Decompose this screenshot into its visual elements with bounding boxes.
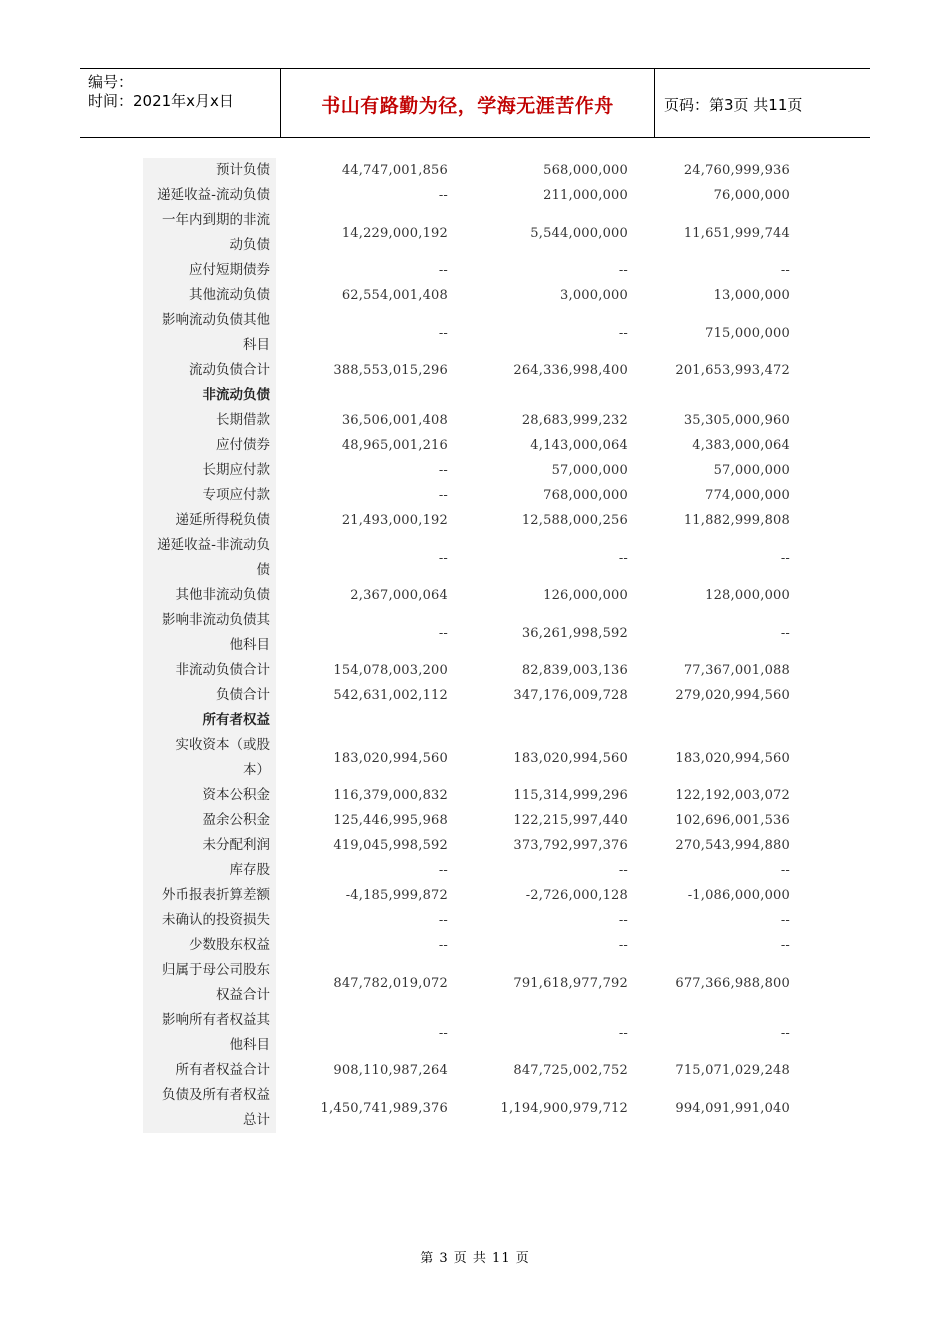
table-row [143, 258, 803, 283]
row-label-line: 未分配利润 [202, 837, 270, 853]
value-cell [448, 708, 628, 733]
row-label [143, 808, 276, 833]
section-heading [143, 383, 276, 408]
value-cell: -- [780, 863, 790, 878]
value-cell: 62,554,001,408 [341, 288, 448, 303]
row-label-line: 债 [256, 562, 270, 578]
row-label [143, 958, 276, 1008]
value-cell: 2,367,000,064 [350, 588, 448, 603]
table-row [143, 683, 803, 708]
value-cell: 21,493,000,192 [341, 513, 448, 528]
table-row [143, 183, 803, 208]
value-cell: -- [438, 325, 448, 341]
row-label [143, 908, 276, 933]
row-label [143, 508, 276, 533]
table-row [143, 458, 803, 483]
row-label-line: 长期借款 [216, 412, 270, 428]
value-cell: -- [618, 863, 628, 878]
row-label [143, 458, 276, 483]
value-cell [276, 383, 448, 408]
value-cell: 36,506,001,408 [341, 413, 448, 428]
row-label-line: 递延收益-非流动负 [157, 537, 270, 553]
row-label-line: 他科目 [229, 637, 270, 653]
table-row [143, 158, 803, 183]
value-cell: 715,000,000 [705, 325, 790, 341]
row-label [143, 483, 276, 508]
header-motto: 书山有路勤为径，学海无涯苦作舟 [321, 95, 614, 117]
row-label-line: 少数股东权益 [189, 937, 270, 953]
row-label-line: 影响非流动负债其 [162, 612, 270, 628]
header-page-info: 页码：第3页 共11页 [664, 96, 803, 114]
header-divider [654, 69, 655, 137]
row-label [143, 408, 276, 433]
value-cell: 125,446,995,968 [333, 813, 448, 828]
value-cell: -- [618, 913, 628, 928]
row-label-line: 应付债券 [216, 437, 270, 453]
value-cell: 183,020,994,560 [513, 750, 628, 766]
row-label [143, 283, 276, 308]
value-cell: 211,000,000 [543, 188, 628, 203]
row-label-line: 非流动负债合计 [175, 662, 270, 678]
value-cell: -- [438, 550, 448, 566]
value-cell: -- [438, 938, 448, 953]
row-label [143, 1058, 276, 1083]
value-cell: 768,000,000 [543, 488, 628, 503]
row-label-line: 影响流动负债其他 [162, 312, 270, 328]
value-cell [628, 708, 790, 733]
table-row [143, 308, 803, 358]
row-label-line: 递延收益-流动负债 [157, 187, 270, 203]
row-label-line: 他科目 [229, 1037, 270, 1053]
value-cell: 715,071,029,248 [675, 1063, 790, 1078]
table-row [143, 908, 803, 933]
value-cell: 24,760,999,936 [683, 163, 790, 178]
value-cell: -- [780, 625, 790, 641]
row-label-line: 递延所得税负债 [175, 512, 270, 528]
value-cell: 388,553,015,296 [333, 363, 448, 378]
row-label-line: 动负债 [229, 237, 270, 253]
row-label-line: 影响所有者权益其 [162, 1012, 270, 1028]
row-label-line: 科目 [243, 337, 270, 353]
value-cell: -- [780, 550, 790, 566]
row-label [143, 433, 276, 458]
row-label [143, 683, 276, 708]
table-row [143, 533, 803, 583]
table-row [143, 808, 803, 833]
value-cell: 12,588,000,256 [521, 513, 628, 528]
value-cell: -- [618, 938, 628, 953]
table-row [143, 658, 803, 683]
row-label [143, 833, 276, 858]
value-cell: 11,882,999,808 [683, 513, 790, 528]
row-label-line: 预计负债 [216, 162, 270, 178]
value-cell: 122,192,003,072 [675, 788, 790, 803]
value-cell: 201,653,993,472 [675, 363, 790, 378]
row-label [143, 608, 276, 658]
value-cell: -- [438, 863, 448, 878]
value-cell: 115,314,999,296 [513, 788, 628, 803]
value-cell: 791,618,977,792 [513, 975, 628, 991]
row-label [143, 158, 276, 183]
table-row [143, 508, 803, 533]
value-cell: -- [618, 263, 628, 278]
row-label-line: 负债合计 [216, 687, 270, 703]
value-cell: 14,229,000,192 [341, 225, 448, 241]
value-cell: 183,020,994,560 [333, 750, 448, 766]
value-cell [448, 383, 628, 408]
row-label-line: 所有者权益 [202, 712, 270, 728]
value-cell: -2,726,000,128 [525, 888, 628, 903]
table-row [143, 858, 803, 883]
row-label-line: 流动负债合计 [189, 362, 270, 378]
row-label-line: 本） [243, 762, 270, 778]
row-label-line: 一年内到期的非流 [162, 212, 270, 228]
value-cell: 154,078,003,200 [333, 663, 448, 678]
table-row [143, 408, 803, 433]
value-cell: 279,020,994,560 [675, 688, 790, 703]
value-cell: -- [438, 913, 448, 928]
value-cell: 542,631,002,112 [333, 688, 448, 703]
value-cell: 994,091,991,040 [675, 1100, 790, 1116]
row-label-line: 外币报表折算差额 [162, 887, 270, 903]
row-label-line: 库存股 [229, 862, 270, 878]
table-row [143, 283, 803, 308]
value-cell: -- [438, 188, 448, 203]
row-label-line: 实收资本（或股 [175, 737, 270, 753]
value-cell: -- [780, 913, 790, 928]
value-cell: 4,143,000,064 [530, 438, 628, 453]
row-label [143, 258, 276, 283]
value-cell: 122,215,997,440 [513, 813, 628, 828]
value-cell: 28,683,999,232 [521, 413, 628, 428]
row-label-line: 其他流动负债 [189, 287, 270, 303]
value-cell: -- [618, 325, 628, 341]
document-date: 时间：2021年x月x日 [88, 92, 234, 110]
row-label-line: 应付短期债券 [189, 262, 270, 278]
value-cell: 419,045,998,592 [333, 838, 448, 853]
value-cell: -- [780, 1025, 790, 1041]
section-heading [143, 708, 276, 733]
value-cell: -1,086,000,000 [687, 888, 790, 903]
row-label-line: 长期应付款 [202, 462, 270, 478]
row-label [143, 1083, 276, 1133]
value-cell: 4,383,000,064 [692, 438, 790, 453]
table-row [143, 433, 803, 458]
balance-sheet-table [143, 158, 803, 1133]
value-cell: 774,000,000 [705, 488, 790, 503]
row-label-line: 其他非流动负债 [175, 587, 270, 603]
value-cell: -- [438, 1025, 448, 1041]
table-row [143, 958, 803, 1008]
row-label-line: 专项应付款 [202, 487, 270, 503]
row-label [143, 783, 276, 808]
value-cell: 347,176,009,728 [513, 688, 628, 703]
value-cell: 183,020,994,560 [675, 750, 790, 766]
row-label [143, 858, 276, 883]
value-cell: -- [618, 1025, 628, 1041]
value-cell: 847,725,002,752 [513, 1063, 628, 1078]
value-cell: -- [438, 625, 448, 641]
value-cell: -- [780, 938, 790, 953]
value-cell: 48,965,001,216 [341, 438, 448, 453]
value-cell: 373,792,997,376 [513, 838, 628, 853]
table-row [143, 608, 803, 658]
row-label-line: 负债及所有者权益 [162, 1087, 270, 1103]
value-cell: -- [438, 263, 448, 278]
table-row [143, 1008, 803, 1058]
value-cell: -- [438, 488, 448, 503]
value-cell: 36,261,998,592 [521, 625, 628, 641]
row-label [143, 1008, 276, 1058]
value-cell: 11,651,999,744 [683, 225, 790, 241]
value-cell: 116,379,000,832 [333, 788, 448, 803]
value-cell [628, 383, 790, 408]
value-cell: 264,336,998,400 [513, 363, 628, 378]
row-label [143, 933, 276, 958]
table-row [143, 733, 803, 783]
row-label [143, 533, 276, 583]
value-cell: 1,194,900,979,712 [500, 1100, 628, 1116]
row-label [143, 733, 276, 783]
value-cell: -4,185,999,872 [345, 888, 448, 903]
value-cell: 908,110,987,264 [333, 1063, 448, 1078]
value-cell: 76,000,000 [713, 188, 790, 203]
row-label-line: 总计 [243, 1112, 270, 1128]
row-label [143, 183, 276, 208]
value-cell: -- [438, 463, 448, 478]
value-cell: -- [618, 550, 628, 566]
value-cell: 77,367,001,088 [683, 663, 790, 678]
value-cell: 126,000,000 [543, 588, 628, 603]
table-row [143, 1058, 803, 1083]
value-cell: 57,000,000 [551, 463, 628, 478]
table-row [143, 383, 803, 408]
row-label-line: 所有者权益合计 [175, 1062, 270, 1078]
value-cell: -- [780, 263, 790, 278]
row-label-line: 归属于母公司股东 [162, 962, 270, 978]
value-cell: 568,000,000 [543, 163, 628, 178]
document-number-label: 编号： [88, 73, 134, 91]
value-cell: 5,544,000,000 [530, 225, 628, 241]
value-cell: 128,000,000 [705, 588, 790, 603]
row-label-line: 权益合计 [216, 987, 270, 1003]
header-meta [88, 73, 278, 111]
table-row [143, 883, 803, 908]
value-cell: 270,543,994,880 [675, 838, 790, 853]
value-cell [276, 708, 448, 733]
row-label [143, 583, 276, 608]
table-row [143, 1083, 803, 1133]
row-label [143, 208, 276, 258]
page-header [80, 68, 870, 138]
row-label [143, 358, 276, 383]
row-label [143, 308, 276, 358]
page-footer: 第 3 页 共 11 页 [420, 1251, 530, 1266]
table-row [143, 933, 803, 958]
table-row [143, 783, 803, 808]
value-cell: 847,782,019,072 [333, 975, 448, 991]
row-label-line: 非流动负债 [202, 387, 270, 403]
row-label-line: 盈余公积金 [202, 812, 270, 828]
value-cell: 13,000,000 [713, 288, 790, 303]
row-label-line: 资本公积金 [202, 787, 270, 803]
value-cell: 82,839,003,136 [521, 663, 628, 678]
table-row [143, 708, 803, 733]
value-cell: 1,450,741,989,376 [320, 1100, 448, 1116]
value-cell: 3,000,000 [560, 288, 628, 303]
table-row [143, 483, 803, 508]
value-cell: 44,747,001,856 [341, 163, 448, 178]
table-row [143, 358, 803, 383]
row-label-line: 未确认的投资损失 [162, 912, 270, 928]
row-label [143, 883, 276, 908]
value-cell: 102,696,001,536 [675, 813, 790, 828]
value-cell: 35,305,000,960 [683, 413, 790, 428]
value-cell: 57,000,000 [713, 463, 790, 478]
table-row [143, 208, 803, 258]
value-cell: 677,366,988,800 [675, 975, 790, 991]
table-row [143, 833, 803, 858]
row-label [143, 658, 276, 683]
table-row [143, 583, 803, 608]
